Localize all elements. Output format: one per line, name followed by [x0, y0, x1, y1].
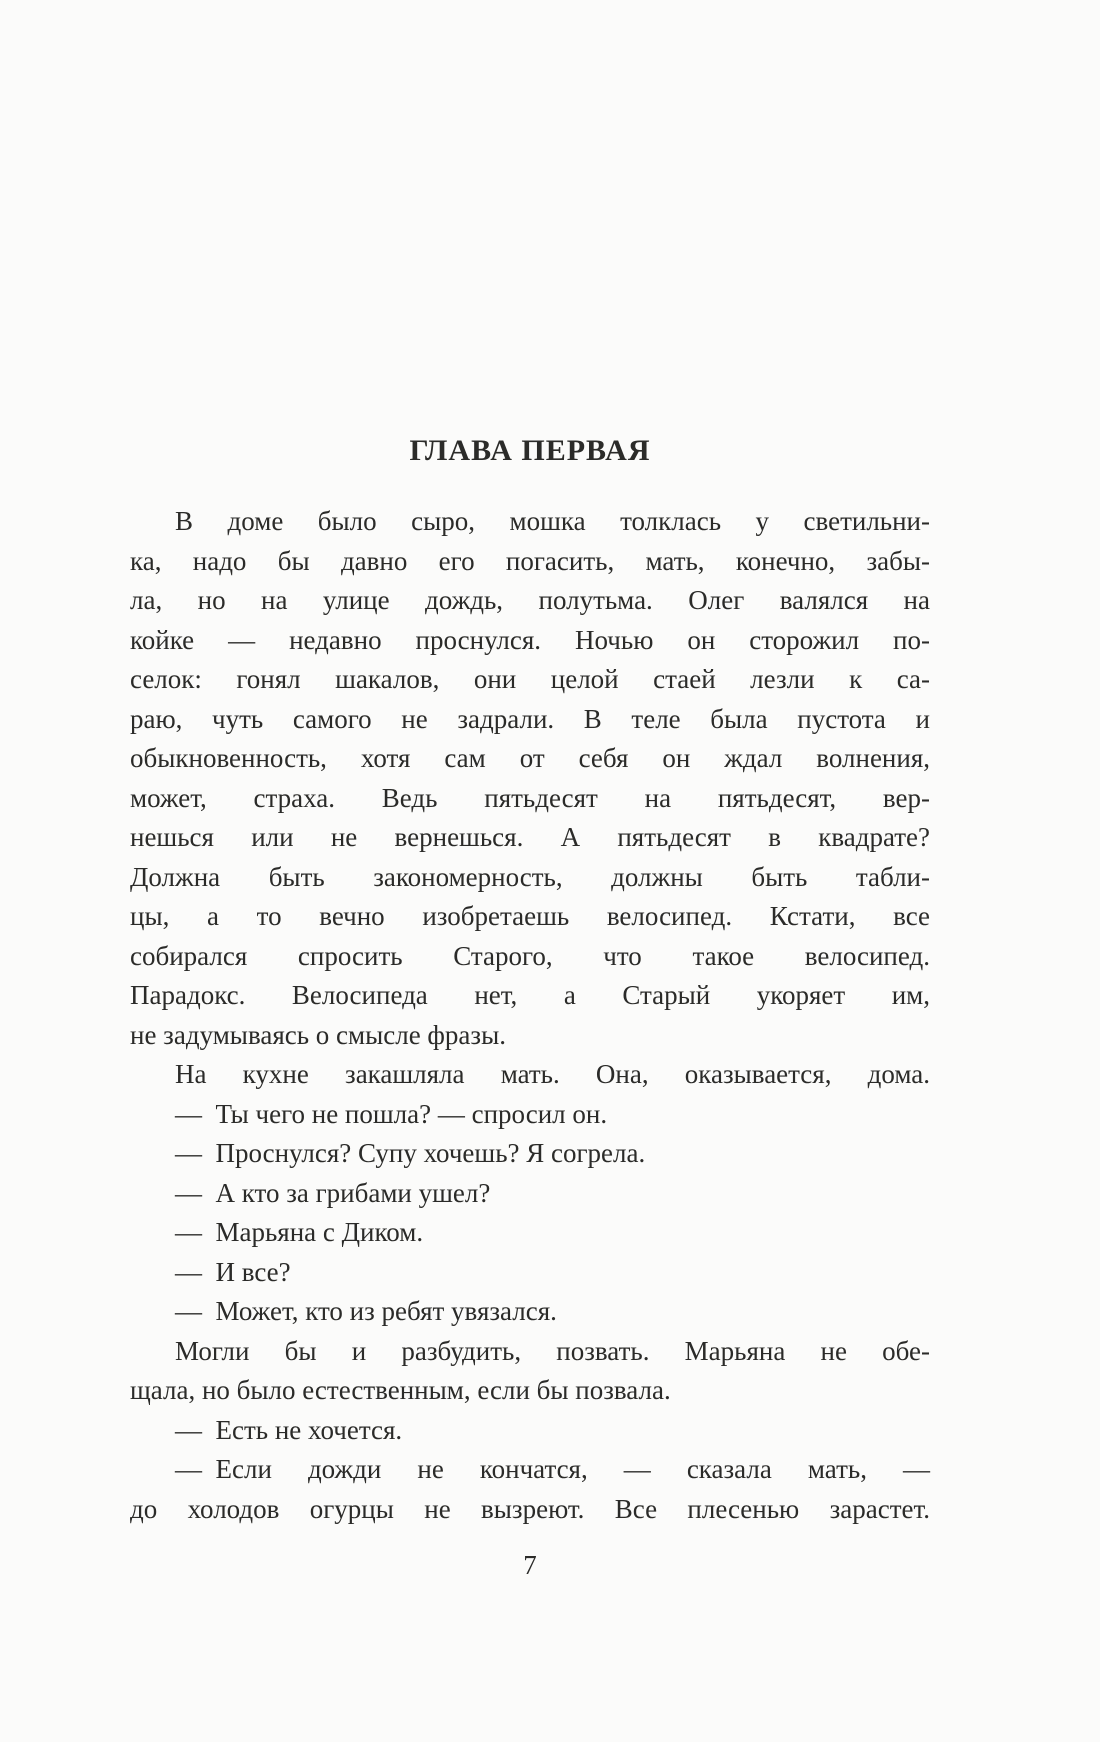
text-line: На кухне закашляла мать. Она, оказывается, дома.: [175, 1059, 930, 1089]
dialogue-line: — Проснулся? Супу хочешь? Я согрела.: [175, 1138, 646, 1168]
text-line: цы, а то вечно изобретаешь велосипед. Кстати, все: [130, 901, 930, 931]
text-line: Парадокс. Велосипеда нет, а Старый укоряет им,: [130, 980, 930, 1010]
text-line: не задумываясь о смысле фразы.: [130, 1019, 506, 1050]
dialogue-line: — Ты чего не пошла? — спросил он.: [175, 1098, 608, 1129]
text-line: Должна быть закономерность, должны быть табли-: [130, 861, 930, 892]
text-line: В доме было сыро, мошка толклась у светильни-: [175, 506, 930, 536]
dialogue-line: — Есть не хочется.: [175, 1414, 403, 1445]
text-line: койке — недавно проснулся. Ночью он сторожил по-: [130, 624, 930, 655]
text-line: обыкновенность, хотя сам от себя он ждал волнения,: [130, 743, 930, 773]
text-line: селок: гонял шакалов, они целой стаей лезли к са-: [130, 664, 930, 694]
text-line: нешься или не вернешься. А пятьдесят в квадрате?: [130, 822, 930, 852]
text-line: собирался спросить Старого, что такое велосипед.: [130, 940, 930, 971]
dialogue-line: — Если дожди не кончатся, — сказала мать, —: [175, 1454, 930, 1484]
text-line: Могли бы и разбудить, позвать. Марьяна не обе-: [175, 1335, 930, 1366]
dialogue-line: — А кто за грибами ушел?: [175, 1177, 491, 1208]
text-line: щала, но было естественным, если бы позвала.: [130, 1375, 671, 1405]
page-number: 7: [523, 1550, 537, 1580]
text-line: до холодов огурцы не вызреют. Все плесенью зарастет.: [130, 1493, 930, 1524]
text-line: раю, чуть самого не задрали. В теле была пустота и: [130, 703, 930, 734]
dialogue-line: — Может, кто из ребят увязался.: [175, 1296, 557, 1326]
dialogue-line: — И все?: [175, 1256, 291, 1287]
text-line: ла, но на улице дождь, полутьма. Олег валялся на: [130, 585, 930, 615]
body-text: [130, 502, 930, 1529]
text-line: может, страха. Ведь пятьдесят на пятьдесят, вер-: [130, 782, 930, 813]
text-line: ка, надо бы давно его погасить, мать, конечно, забы-: [130, 545, 930, 576]
dialogue-line: — Марьяна с Диком.: [175, 1217, 424, 1247]
chapter-title: ГЛАВА ПЕРВАЯ: [409, 434, 651, 467]
